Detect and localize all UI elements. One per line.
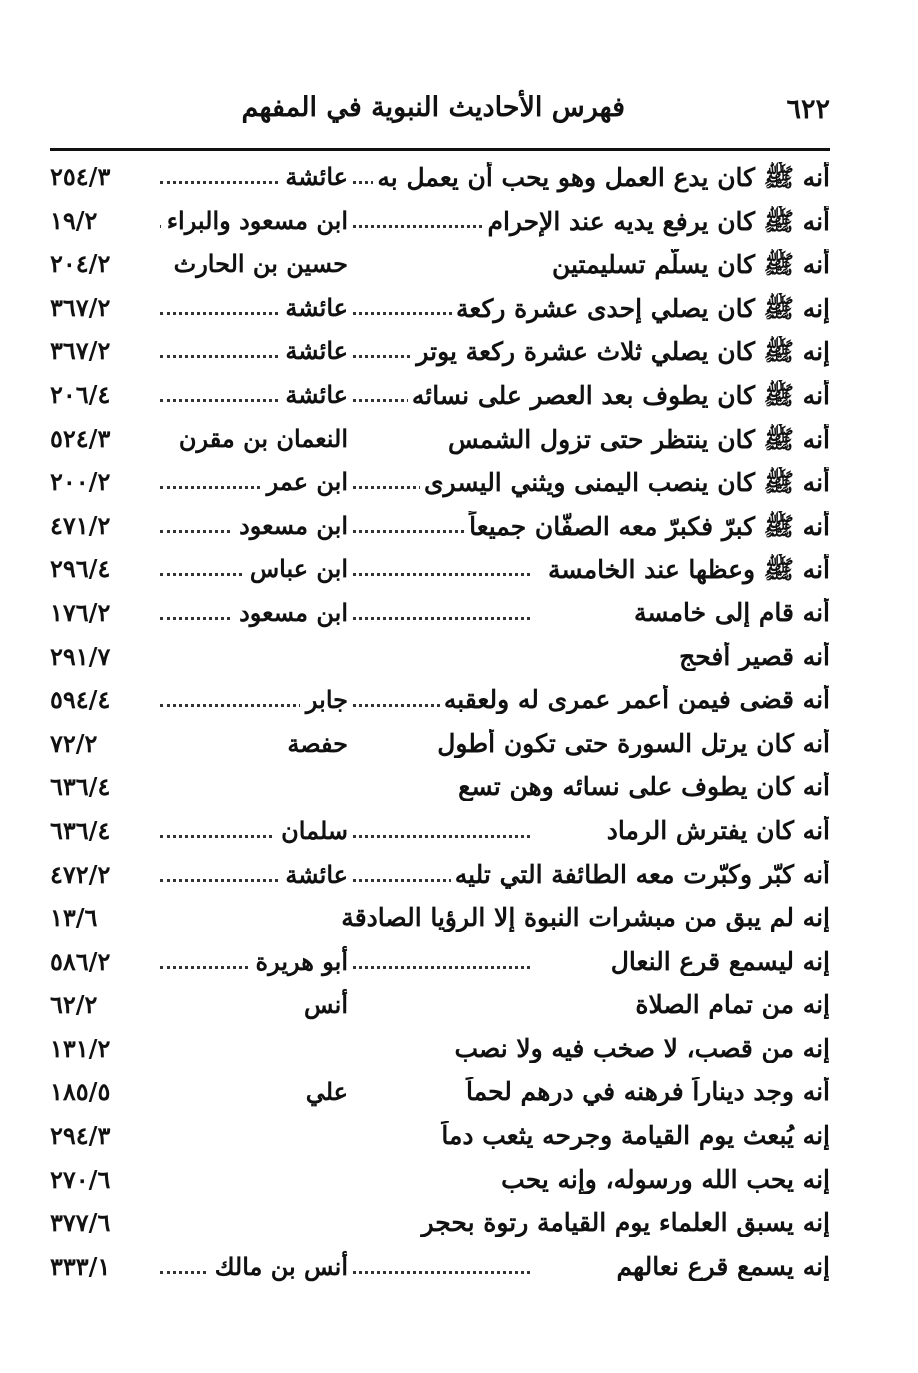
narrator: جابر — [300, 685, 352, 714]
index-entry — [50, 1030, 830, 1074]
narrator: أنس — [298, 990, 352, 1019]
narrator: ابن مسعود — [233, 511, 352, 540]
hadith-text: إنه يسبق العلماء يوم القيامة رتوة بحجر — [418, 1208, 831, 1237]
narrator: عائشة — [279, 860, 352, 889]
narrator: سلمان — [275, 816, 352, 845]
volume-page-reference: ٦٢/٢ — [50, 990, 103, 1019]
narrator: ابن مسعود — [233, 598, 352, 627]
hadith-text: أنه قام إلى خامسة — [630, 598, 830, 627]
hadith-text: إنه ﷺ كان يصلي ثلاث عشرة ركعة يوتر — [412, 336, 830, 373]
hadith-text: إنه يسمع قرع نعالهم — [612, 1252, 830, 1281]
volume-page-reference: ٦٣٦/٤ — [50, 772, 116, 801]
narrator: أنس بن مالك — [209, 1252, 352, 1281]
page-header — [50, 92, 830, 136]
hadith-text: أنه ﷺ كان ينصب اليمنى ويثني اليسرى — [420, 467, 830, 504]
index-entry — [50, 812, 830, 856]
volume-page-reference: ١٩/٢ — [50, 206, 103, 235]
volume-page-reference: ٤٧٢/٢ — [50, 860, 116, 889]
hadith-text: أنه قصير أفحج — [675, 642, 830, 671]
index-entry — [50, 332, 830, 376]
hadith-text: إنه من قصب، لا صخب فيه ولا نصب — [451, 1034, 831, 1063]
volume-page-reference: ٦٣٦/٤ — [50, 816, 116, 845]
narrator: النعمان بن مقرن — [173, 424, 352, 453]
hadith-text: أنه قضى فيمن أعمر عمرى له ولعقبه — [440, 685, 830, 714]
narrator: حسين بن الحارث — [168, 249, 352, 278]
index-entry — [50, 1117, 830, 1161]
narrator: أبو هريرة — [250, 947, 353, 976]
index-entry — [50, 507, 830, 551]
index-entry — [50, 1204, 830, 1248]
index-entry — [50, 1248, 830, 1292]
narrator: عائشة — [279, 380, 352, 409]
index-entry — [50, 986, 830, 1030]
index-entry — [50, 899, 830, 943]
volume-page-reference: ٢٥٤/٣ — [50, 162, 116, 191]
hadith-text: إنه ﷺ كان يصلي إحدى عشرة ركعة — [452, 293, 830, 330]
index-entry — [50, 1073, 830, 1117]
page-number: ٦٢٢ — [786, 94, 830, 125]
hadith-text: أنه كان يرتل السورة حتى تكون أطول — [433, 729, 830, 758]
index-entry — [50, 202, 830, 246]
volume-page-reference: ٣٦٧/٢ — [50, 336, 116, 365]
volume-page-reference: ٥٢٤/٣ — [50, 424, 116, 453]
hadith-text: أنه ﷺ كان يدع العمل وهو يحب أن يعمل به — [373, 162, 830, 199]
hadith-text: إنه ليسمع قرع النعال — [607, 947, 830, 976]
hadith-text: أنه وجد ديناراً فرهنه في درهم لحماً — [462, 1077, 830, 1106]
volume-page-reference: ١٣/٦ — [50, 903, 103, 932]
narrator: عائشة — [279, 162, 352, 191]
volume-page-reference: ٢٠٤/٢ — [50, 249, 116, 278]
volume-page-reference: ١٨٥/٥ — [50, 1077, 116, 1106]
index-entry — [50, 768, 830, 812]
volume-page-reference: ١٣١/٢ — [50, 1034, 116, 1063]
volume-page-reference: ٢٠٠/٢ — [50, 467, 116, 496]
index-entry — [50, 158, 830, 202]
index-entry — [50, 594, 830, 638]
hadith-text: أنه كان يطوف على نسائه وهن تسع — [454, 772, 830, 801]
hadith-text: إنه من تمام الصلاة — [631, 990, 830, 1019]
hadith-text: إنه لم يبق من مبشرات النبوة إلا الرؤيا الصادقة — [337, 903, 830, 932]
hadith-text: أنه ﷺ كبرّ فكبرّ معه الصفّان جميعاً — [465, 511, 830, 548]
volume-page-reference: ٢٩٦/٤ — [50, 554, 116, 583]
running-title: فهرس الأحاديث النبوية في المفهم — [241, 92, 625, 123]
hadith-text: إنه يحب الله ورسوله، وإنه يحب — [497, 1165, 830, 1194]
narrator: ابن عمر — [261, 467, 352, 496]
index-entry — [50, 289, 830, 333]
volume-page-reference: ٢٧٠/٦ — [50, 1165, 116, 1194]
index-entry — [50, 1161, 830, 1205]
volume-page-reference: ٧٢/٢ — [50, 729, 103, 758]
volume-page-reference: ٢٩٤/٣ — [50, 1121, 116, 1150]
index-entry — [50, 463, 830, 507]
index-entry — [50, 420, 830, 464]
volume-page-reference: ٤٧١/٢ — [50, 511, 116, 540]
index-entry — [50, 550, 830, 594]
index-entry — [50, 638, 830, 682]
index-entry — [50, 376, 830, 420]
hadith-text: أنه ﷺ وعظها عند الخامسة — [544, 554, 830, 591]
narrator: عائشة — [279, 293, 352, 322]
hadith-text: أنه ﷺ كان ينتظر حتى تزول الشمس — [444, 424, 830, 461]
narrator: عائشة — [279, 336, 352, 365]
volume-page-reference: ٥٨٦/٢ — [50, 947, 116, 976]
hadith-text: أنه كان يفترش الرماد — [603, 816, 830, 845]
narrator: ابن مسعود والبراء — [161, 206, 352, 235]
volume-page-reference: ٣٧٧/٦ — [50, 1208, 116, 1237]
index-entry — [50, 681, 830, 725]
index-entry — [50, 943, 830, 987]
narrator: ابن عباس — [244, 554, 352, 583]
hadith-index-list — [50, 158, 830, 1291]
volume-page-reference: ٢٠٦/٤ — [50, 380, 116, 409]
volume-page-reference: ٢٩١/٧ — [50, 642, 116, 671]
hadith-text: أنه ﷺ كان يسلّم تسليمتين — [548, 249, 830, 286]
narrator: علي — [300, 1077, 352, 1106]
volume-page-reference: ١٧٦/٢ — [50, 598, 116, 627]
hadith-text: أنه ﷺ كان يرفع يديه عند الإحرام — [483, 206, 830, 243]
volume-page-reference: ٣٣٣/١ — [50, 1252, 116, 1281]
index-entry — [50, 856, 830, 900]
index-entry — [50, 725, 830, 769]
volume-page-reference: ٥٩٤/٤ — [50, 685, 116, 714]
index-entry — [50, 245, 830, 289]
hadith-text: أنه كبّر وكبّرت معه الطائفة التي تليه — [451, 860, 830, 889]
narrator: حفصة — [281, 729, 352, 758]
volume-page-reference: ٣٦٧/٢ — [50, 293, 116, 322]
hadith-text: إنه يُبعث يوم القيامة وجرحه يثعب دماً — [437, 1121, 830, 1150]
hadith-text: أنه ﷺ كان يطوف بعد العصر على نسائه — [408, 380, 830, 417]
header-rule — [50, 148, 830, 151]
